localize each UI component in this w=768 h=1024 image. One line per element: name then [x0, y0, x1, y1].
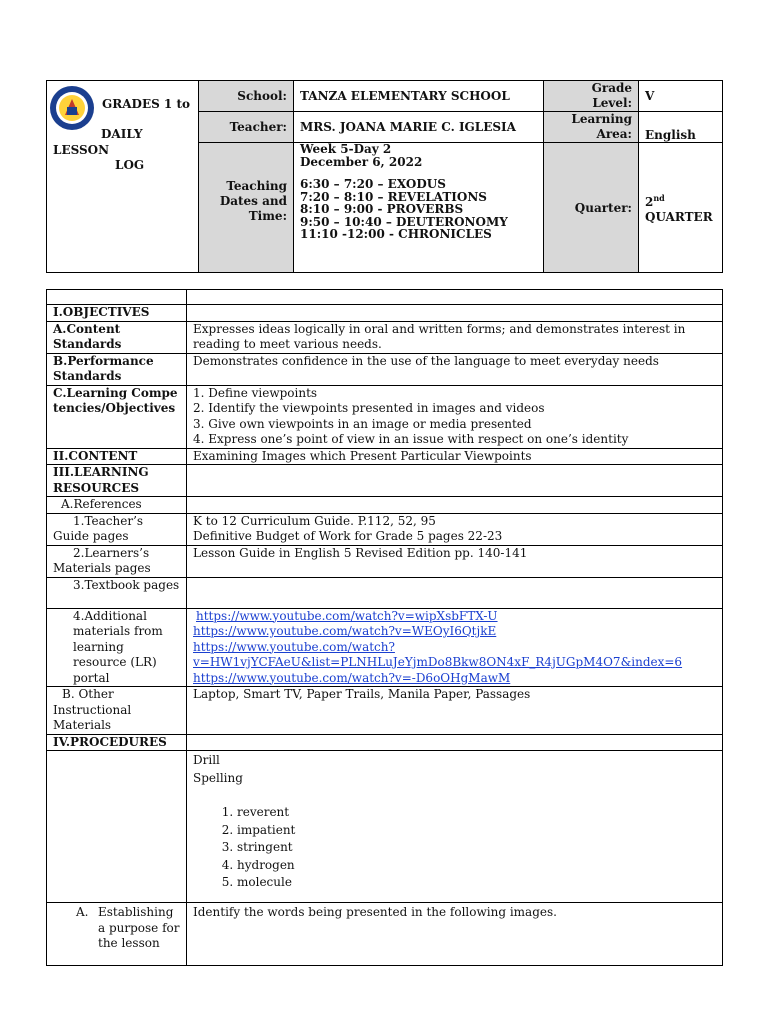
deped-seal-icon: [49, 85, 95, 131]
content-label: II.CONTENT: [47, 448, 187, 465]
additional-label: 4.Additional materials from learning resource (LR) portal: [47, 608, 187, 687]
grades-text: GRADES 1 to: [102, 97, 191, 111]
grade-level-value: V: [639, 81, 723, 112]
competencies-label: C.Learning Competencies/Objectives: [47, 385, 187, 448]
header-table: [46, 80, 723, 273]
lesson-table: [46, 289, 723, 966]
spelling-word: 5. molecule: [237, 874, 716, 892]
link-4[interactable]: https://www.youtube.com/watch?v=-D6oOHgMawM: [193, 670, 511, 685]
drill-cell: Drill Spelling 1. reverent 2. impatient 3. stringent 4. hydrogen 5. molecule: [187, 751, 723, 903]
references-label: A.References: [47, 497, 187, 514]
quarter-value: 2nd QUARTER: [639, 143, 723, 273]
learning-area-label: Learning Area:: [544, 112, 639, 143]
tg-text: K to 12 Curriculum Guide. P.112, 52, 95 Definitive Budget of Work for Grade 5 pages 22-23: [187, 513, 723, 545]
dates-schedule: Week 5-Day 2 December 6, 2022 6:30 – 7:20 – EXODUS 7:20 – 8:10 – REVELATIONS 8:10 – 9:00 - PROVERBS 9:50 – 10:40 – DEUTERONOMY 11:10 -12:00 - CHRONICLES: [294, 143, 544, 273]
other-label: B. Other Instructional Materials: [47, 687, 187, 735]
lm-text: Lesson Guide in English 5 Revised Edition pp. 140-141: [187, 545, 723, 577]
content-standards-label: A.Content Standards: [47, 321, 187, 353]
teacher-label: Teacher:: [199, 112, 294, 143]
spelling-word: 4. hydrogen: [237, 857, 716, 875]
content-standards-text: Expresses ideas logically in oral and written forms; and demonstrates interest in reading to meet various needs.: [187, 321, 723, 353]
link-1[interactable]: https://www.youtube.com/watch?v=wipXsbFTX-U: [196, 608, 498, 623]
school-value: TANZA ELEMENTARY SCHOOL: [294, 81, 544, 112]
logo-cell: [47, 81, 199, 273]
establishing-label: A. Establishing a purpose for the lesson: [47, 903, 187, 966]
objectives-label: I.OBJECTIVES: [47, 305, 187, 322]
tg-label: 1.Teacher’s Guide pages: [47, 513, 187, 545]
link-3-cont[interactable]: v=HW1vjYCFAeU&list=PLNHLuJeYjmDo8Bkw8ON4xF_R4jUGpM4O7&index=6: [193, 655, 683, 669]
school-label: School:: [199, 81, 294, 112]
dates-label: Teaching Dates and Time:: [199, 143, 294, 273]
lm-label: 2.Learners’s Materials pages: [47, 545, 187, 577]
dll-line-2: LESSON: [53, 143, 110, 157]
spelling-word: 1. reverent: [237, 804, 716, 822]
spelling-word: 2. impatient: [237, 822, 716, 840]
dll-line-3: LOG: [115, 158, 145, 172]
link-3[interactable]: https://www.youtube.com/watch?: [193, 639, 395, 654]
performance-label: B.Performance Standards: [47, 353, 187, 385]
content-text: Examining Images which Present Particular Viewpoints: [187, 448, 723, 465]
teacher-value: MRS. JOANA MARIE C. IGLESIA: [294, 112, 544, 143]
competencies-list: 1. Define viewpoints 2. Identify the viewpoints presented in images and videos 3. Give own viewpoints in an image or media presented 4. Express one’s point of view in an issue with respect on one’s identity: [187, 385, 723, 448]
spelling-word: 3. stringent: [237, 839, 716, 857]
procedures-label: IV.PROCEDURES: [47, 734, 187, 751]
performance-text: Demonstrates confidence in the use of the language to meet everyday needs: [187, 353, 723, 385]
grade-level-label: Grade Level:: [544, 81, 639, 112]
link-2[interactable]: https://www.youtube.com/watch?v=WEOyI6QtjkE: [193, 624, 497, 638]
textbook-label: 3.Textbook pages: [47, 577, 187, 608]
other-text: Laptop, Smart TV, Paper Trails, Manila Paper, Passages: [187, 687, 723, 735]
spelling-list: [193, 804, 716, 892]
links-cell: [187, 608, 723, 687]
quarter-label: Quarter:: [544, 143, 639, 273]
establishing-text: Identify the words being presented in the following images.: [187, 903, 723, 966]
resources-label: III.LEARNING RESOURCES: [47, 465, 187, 497]
dll-line-1: DAILY: [101, 127, 143, 141]
learning-area-value: English: [639, 112, 723, 143]
